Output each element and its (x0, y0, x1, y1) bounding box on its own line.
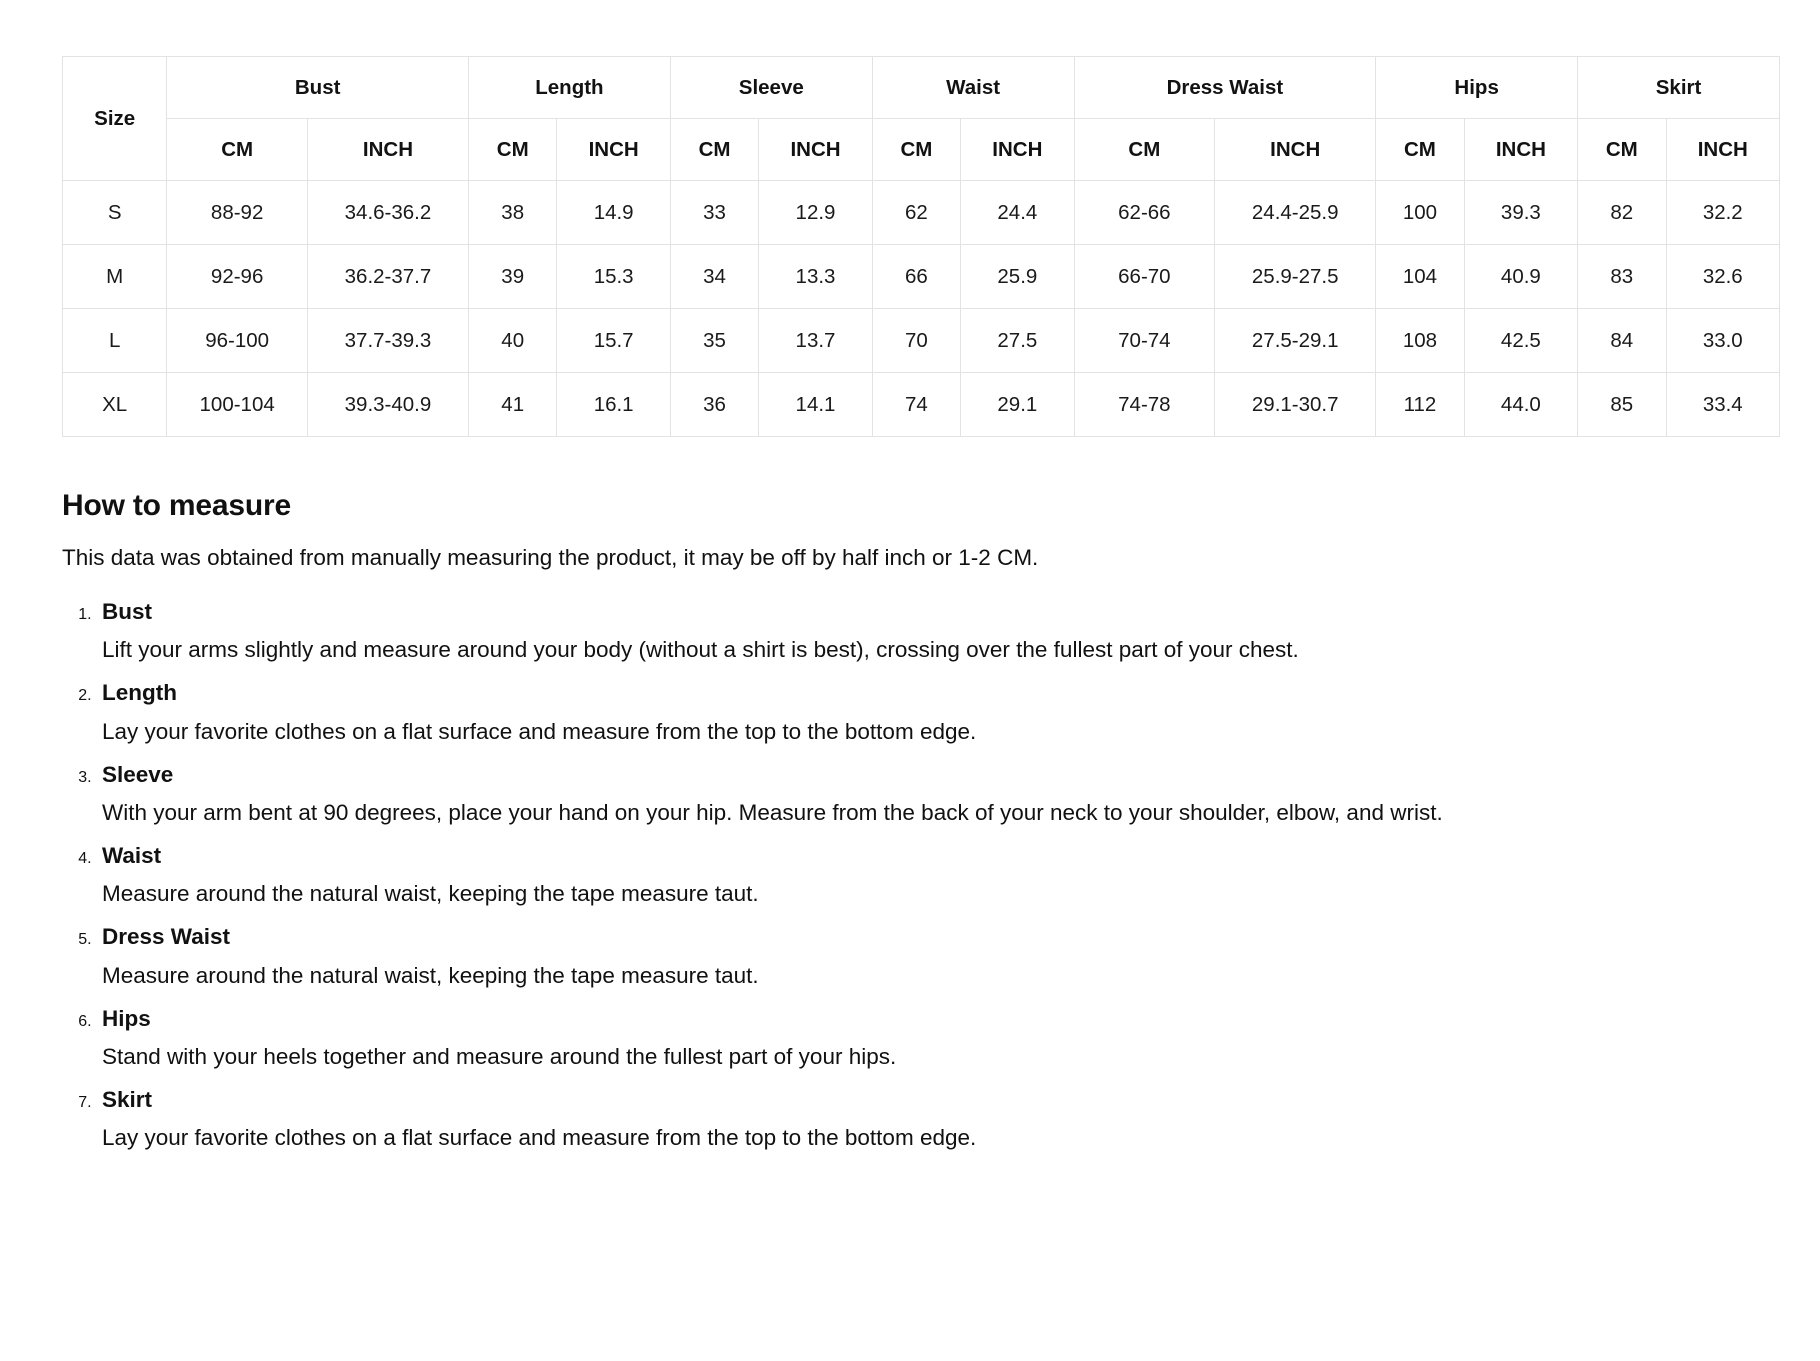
size-chart-body (63, 181, 1780, 437)
cell-waist-inch: 29.1 (961, 373, 1074, 437)
cell-dress-waist-cm: 62-66 (1074, 181, 1215, 245)
cell-bust-inch: 36.2-37.7 (307, 245, 468, 309)
unit-header-hips-cm: CM (1376, 119, 1464, 181)
cell-waist-inch: 27.5 (961, 309, 1074, 373)
unit-header-length-cm: CM (468, 119, 556, 181)
cell-length-cm: 38 (468, 181, 556, 245)
how-to-measure-list (62, 597, 1758, 1154)
cell-hips-cm: 108 (1376, 309, 1464, 373)
cell-waist-cm: 66 (872, 245, 960, 309)
list-item (96, 841, 1758, 910)
cell-sleeve-inch: 12.9 (759, 181, 872, 245)
column-group-hips: Hips (1376, 57, 1578, 119)
measure-item-desc: Lay your favorite clothes on a flat surface and measure from the top to the bottom edge. (102, 718, 977, 744)
cell-waist-cm: 70 (872, 309, 960, 373)
cell-bust-inch: 37.7-39.3 (307, 309, 468, 373)
cell-length-cm: 41 (468, 373, 556, 437)
table-header-row-groups (63, 57, 1780, 119)
cell-bust-cm: 88-92 (167, 181, 308, 245)
cell-dress-waist-inch: 27.5-29.1 (1215, 309, 1376, 373)
column-group-dress-waist: Dress Waist (1074, 57, 1376, 119)
cell-length-inch: 15.3 (557, 245, 670, 309)
measure-item-title: 2. Length (102, 680, 177, 706)
column-group-waist: Waist (872, 57, 1074, 119)
measure-item-desc: Lift your arms slightly and measure around your body (without a shirt is best), crossing over the fullest part of your chest. (102, 637, 1299, 663)
cell-dress-waist-inch: 24.4-25.9 (1215, 181, 1376, 245)
measure-item-title: 5. Dress Waist (102, 924, 230, 950)
cell-waist-inch: 25.9 (961, 245, 1074, 309)
cell-size: L (63, 309, 167, 373)
measure-item-title: 3. Sleeve (102, 761, 174, 787)
measure-item-desc: Stand with your heels together and measure around the fullest part of your hips. (102, 1043, 897, 1069)
measure-item-title: 1. Bust (102, 599, 152, 624)
cell-waist-cm: 74 (872, 373, 960, 437)
cell-skirt-inch: 33.4 (1666, 373, 1779, 437)
cell-length-inch: 14.9 (557, 181, 670, 245)
cell-hips-cm: 104 (1376, 245, 1464, 309)
list-item (96, 1004, 1758, 1073)
cell-sleeve-cm: 34 (670, 245, 758, 309)
measure-item-title: 7. Skirt (102, 1086, 153, 1112)
measure-item-title: 4. Waist (102, 842, 162, 868)
table-header-row-units (63, 119, 1780, 181)
cell-waist-inch: 24.4 (961, 181, 1074, 245)
cell-bust-inch: 39.3-40.9 (307, 373, 468, 437)
unit-header-waist-cm: CM (872, 119, 960, 181)
unit-header-skirt-inch: INCH (1666, 119, 1779, 181)
cell-skirt-cm: 83 (1578, 245, 1666, 309)
cell-hips-cm: 100 (1376, 181, 1464, 245)
size-chart-head (63, 57, 1780, 181)
cell-dress-waist-cm: 74-78 (1074, 373, 1215, 437)
cell-dress-waist-cm: 70-74 (1074, 309, 1215, 373)
cell-sleeve-cm: 35 (670, 309, 758, 373)
cell-dress-waist-inch: 29.1-30.7 (1215, 373, 1376, 437)
how-to-measure-intro: This data was obtained from manually measuring the product, it may be off by half inch or 1-2 CM. (62, 545, 1039, 570)
unit-header-length-inch: INCH (557, 119, 670, 181)
list-item (96, 597, 1758, 666)
list-item (96, 1085, 1758, 1154)
unit-header-hips-inch: INCH (1464, 119, 1577, 181)
unit-header-dress-waist-cm: CM (1074, 119, 1215, 181)
cell-sleeve-inch: 13.3 (759, 245, 872, 309)
size-chart-table (62, 56, 1780, 437)
cell-sleeve-inch: 13.7 (759, 309, 872, 373)
measure-item-desc: Lay your favorite clothes on a flat surface and measure from the top to the bottom edge. (102, 1125, 977, 1151)
cell-hips-cm: 112 (1376, 373, 1464, 437)
column-group-sleeve: Sleeve (670, 57, 872, 119)
unit-header-dress-waist-inch: INCH (1215, 119, 1376, 181)
table-row (63, 181, 1780, 245)
cell-sleeve-cm: 36 (670, 373, 758, 437)
cell-skirt-cm: 84 (1578, 309, 1666, 373)
unit-header-sleeve-cm: CM (670, 119, 758, 181)
cell-bust-cm: 100-104 (167, 373, 308, 437)
cell-size: S (63, 181, 167, 245)
unit-header-bust-inch: INCH (307, 119, 468, 181)
cell-sleeve-cm: 33 (670, 181, 758, 245)
cell-dress-waist-inch: 25.9-27.5 (1215, 245, 1376, 309)
measure-item-desc: With your arm bent at 90 degrees, place your hand on your hip. Measure from the back of your neck to your shoulder, elbow, and wrist. (102, 800, 1443, 825)
list-item (96, 678, 1758, 747)
cell-skirt-cm: 85 (1578, 373, 1666, 437)
cell-size: M (63, 245, 167, 309)
column-header-size: Size (63, 57, 167, 181)
cell-hips-inch: 44.0 (1464, 373, 1577, 437)
measure-item-desc: Measure around the natural waist, keeping the tape measure taut. (102, 962, 759, 988)
cell-length-cm: 40 (468, 309, 556, 373)
list-item (96, 760, 1758, 829)
unit-header-sleeve-inch: INCH (759, 119, 872, 181)
cell-skirt-inch: 32.6 (1666, 245, 1779, 309)
table-row (63, 373, 1780, 437)
unit-header-skirt-cm: CM (1578, 119, 1666, 181)
measure-item-desc: Measure around the natural waist, keeping the tape measure taut. (102, 881, 759, 907)
column-group-bust: Bust (167, 57, 469, 119)
unit-header-waist-inch: INCH (961, 119, 1074, 181)
cell-length-inch: 15.7 (557, 309, 670, 373)
cell-hips-inch: 39.3 (1464, 181, 1577, 245)
list-item (96, 922, 1758, 991)
column-group-skirt: Skirt (1578, 57, 1780, 119)
cell-skirt-inch: 33.0 (1666, 309, 1779, 373)
cell-dress-waist-cm: 66-70 (1074, 245, 1215, 309)
cell-bust-cm: 96-100 (167, 309, 308, 373)
how-to-measure-heading: How to measure (62, 489, 291, 522)
cell-skirt-cm: 82 (1578, 181, 1666, 245)
table-row (63, 245, 1780, 309)
cell-bust-cm: 92-96 (167, 245, 308, 309)
cell-length-cm: 39 (468, 245, 556, 309)
measure-item-title: 6. Hips (102, 1005, 151, 1031)
cell-sleeve-inch: 14.1 (759, 373, 872, 437)
table-row (63, 309, 1780, 373)
cell-hips-inch: 42.5 (1464, 309, 1577, 373)
column-group-length: Length (468, 57, 670, 119)
cell-hips-inch: 40.9 (1464, 245, 1577, 309)
cell-length-inch: 16.1 (557, 373, 670, 437)
cell-skirt-inch: 32.2 (1666, 181, 1779, 245)
cell-size: XL (63, 373, 167, 437)
unit-header-bust-cm: CM (167, 119, 308, 181)
cell-waist-cm: 62 (872, 181, 960, 245)
cell-bust-inch: 34.6-36.2 (307, 181, 468, 245)
